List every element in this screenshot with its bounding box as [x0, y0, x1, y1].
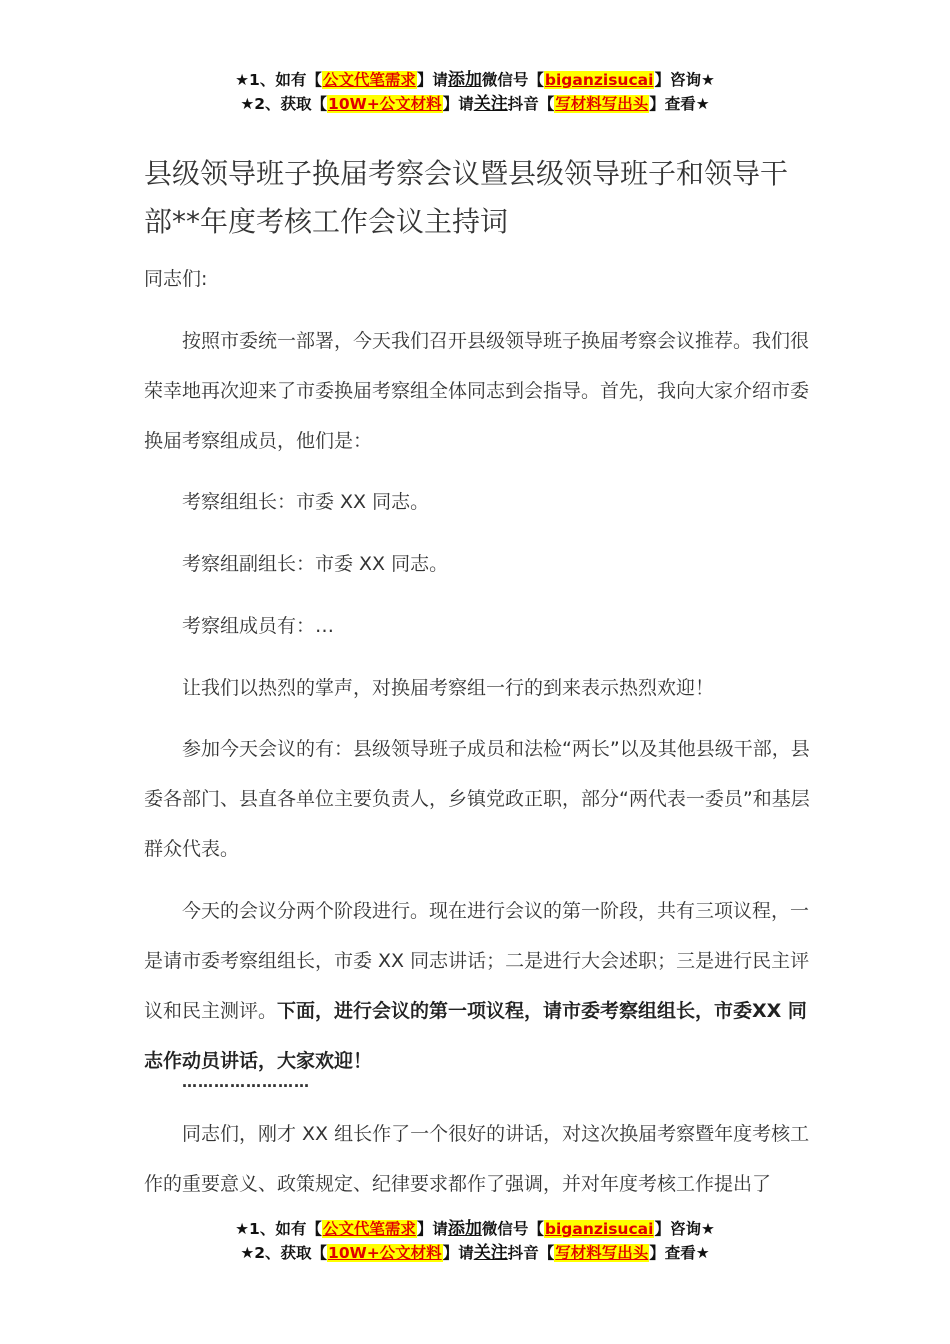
banner-text: 微信号【 [481, 1220, 544, 1238]
banner-line-2 [0, 1241, 950, 1265]
agenda-text: 今天的会议分两个阶段进行。现在进行会议的第一阶段，共有三项议程，一是请市委考察组组长，市委 XX 同志讲话；二是进行大会述职；三是进行民主评议和民主测评。 [144, 900, 810, 1022]
banner-text: 】请 [416, 71, 448, 89]
banner-emphasis: 关注 [473, 1243, 508, 1263]
banner-line-1 [0, 68, 950, 92]
banner-prefix: ★1、如有【 [235, 71, 322, 89]
banner-text: 】请 [416, 1220, 448, 1238]
banner-suffix: 】查看★ [649, 95, 710, 113]
paragraph-agenda [144, 886, 824, 1086]
banner-highlight: 10W+公文材料 [328, 95, 442, 113]
banner-emphasis: 添加 [447, 70, 482, 90]
banner-text: 】请 [442, 95, 474, 113]
bottom-banner [0, 1217, 950, 1265]
banner-emphasis: 添加 [447, 1219, 482, 1239]
banner-suffix: 】咨询★ [654, 1220, 715, 1238]
paragraph-closing: 同志们，刚才 XX 组长作了一个很好的讲话，对这次换届考察暨年度考核工作的重要意义、政策规定、纪律要求都作了强调，并对年度考核工作提出了 [144, 1123, 810, 1195]
banner-highlight: 公文代笔需求 [322, 1220, 416, 1238]
paragraph-leader: 考察组组长：市委 XX 同志。 [182, 491, 430, 513]
agenda-bold-text: 下面，进行会议的第一项议程，请市委考察组组长，市委XX 同志作动员讲话，大家欢迎！ [144, 1000, 807, 1072]
banner-emphasis: 关注 [473, 94, 508, 114]
banner-line-2 [0, 92, 950, 116]
ellipsis-divider: …………………… [182, 1073, 310, 1091]
paragraph-deputy: 考察组副组长：市委 XX 同志。 [182, 553, 449, 575]
banner-text: 微信号【 [481, 71, 544, 89]
banner-text: 】请 [442, 1244, 474, 1262]
banner-suffix: 】查看★ [649, 1244, 710, 1262]
banner-highlight: 写材料写出头 [555, 95, 649, 113]
top-banner [0, 68, 950, 116]
paragraph-attendees: 参加今天会议的有：县级领导班子成员和法检“两长”以及其他县级干部，县委各部门、县直各单位主要负责人，乡镇党政正职，部分“两代表一委员”和基层群众代表。 [144, 738, 810, 860]
banner-highlight: 公文代笔需求 [322, 71, 416, 89]
banner-highlight: biganzisucai [544, 71, 654, 89]
banner-prefix: ★1、如有【 [235, 1220, 322, 1238]
paragraph-intro: 按照市委统一部署，今天我们召开县级领导班子换届考察会议推荐。我们很荣幸地再次迎来了市委换届考察组全体同志到会指导。首先，我向大家介绍市委换届考察组成员，他们是： [144, 330, 810, 452]
banner-prefix: ★2、获取【 [240, 95, 328, 113]
document-title: 县级领导班子换届考察会议暨县级领导班子和领导干部**年度考核工作会议主持词 [144, 157, 789, 238]
banner-text: 抖音【 [507, 95, 555, 113]
banner-highlight: 10W+公文材料 [328, 1244, 442, 1262]
greeting: 同志们: [144, 268, 208, 290]
banner-suffix: 】咨询★ [654, 71, 715, 89]
banner-highlight: biganzisucai [544, 1220, 654, 1238]
banner-line-1 [0, 1217, 950, 1241]
paragraph-welcome: 让我们以热烈的掌声，对换届考察组一行的到来表示热烈欢迎！ [182, 677, 715, 699]
paragraph-members: 考察组成员有：… [182, 615, 335, 637]
banner-highlight: 写材料写出头 [555, 1244, 649, 1262]
banner-text: 抖音【 [507, 1244, 555, 1262]
banner-prefix: ★2、获取【 [240, 1244, 328, 1262]
